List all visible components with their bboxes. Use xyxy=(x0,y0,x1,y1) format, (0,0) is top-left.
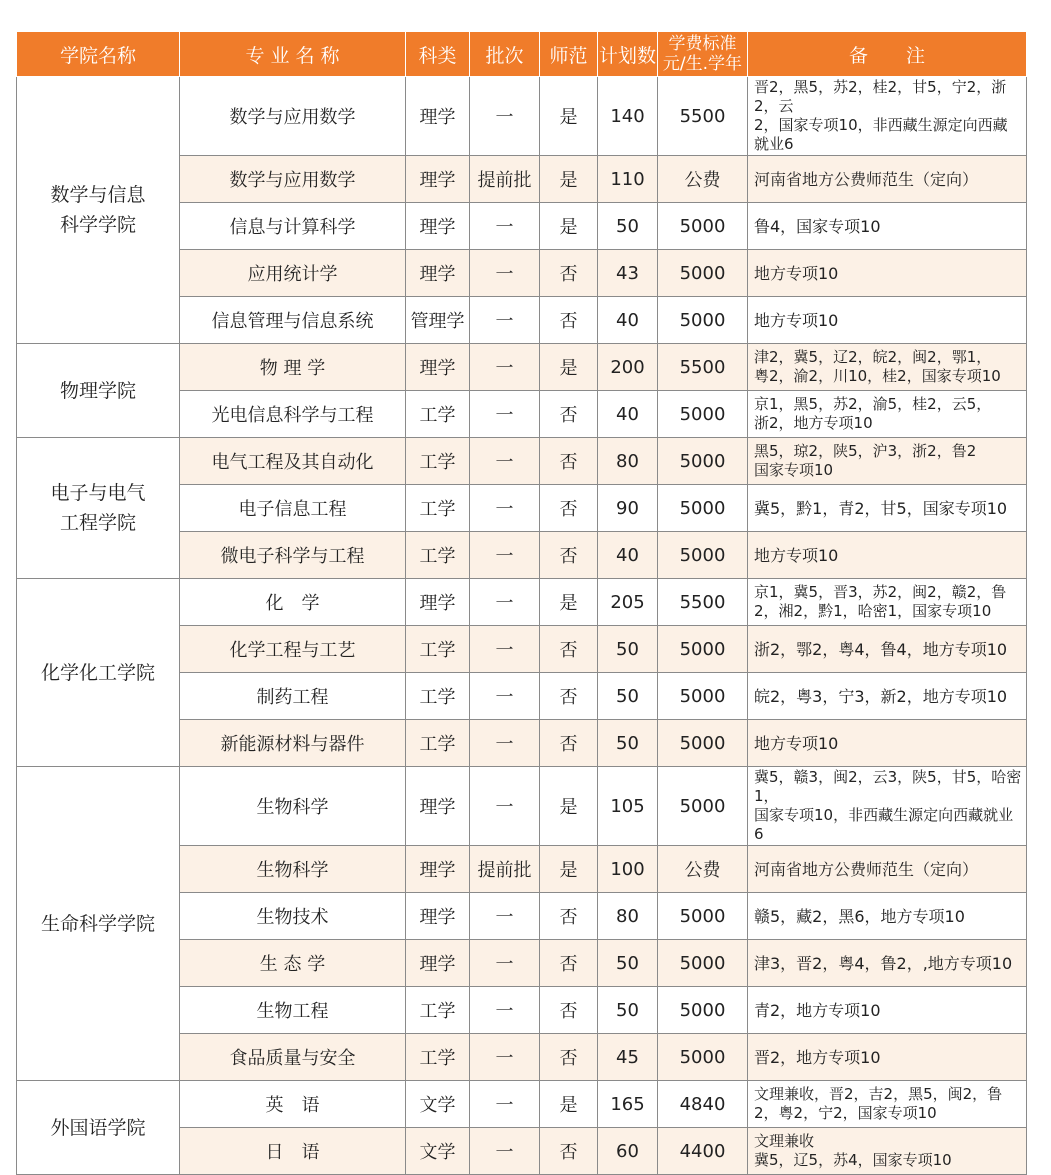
tuition-cell: 5000 xyxy=(658,532,748,579)
major-cell: 新能源材料与器件 xyxy=(180,720,406,767)
table-header xyxy=(17,32,1027,77)
college-name-cell: 化学化工学院 xyxy=(17,579,180,767)
table-body xyxy=(17,77,1027,1175)
notes-cell: 河南省地方公费师范生（定向） xyxy=(748,156,1027,203)
tuition-cell: 5000 xyxy=(658,438,748,485)
normal-cell: 否 xyxy=(540,391,598,438)
table-row xyxy=(17,344,1027,391)
category-cell: 工学 xyxy=(406,532,470,579)
tuition-cell: 4400 xyxy=(658,1128,748,1175)
batch-cell: 提前批 xyxy=(470,846,540,893)
header-plan: 计划数 xyxy=(598,32,658,77)
plan-cell: 50 xyxy=(598,626,658,673)
plan-cell: 50 xyxy=(598,203,658,250)
normal-cell: 否 xyxy=(540,250,598,297)
normal-cell: 否 xyxy=(540,940,598,987)
normal-cell: 是 xyxy=(540,767,598,846)
category-cell: 理学 xyxy=(406,344,470,391)
college-name-cell: 外国语学院 xyxy=(17,1081,180,1175)
major-cell: 数学与应用数学 xyxy=(180,156,406,203)
batch-cell: 一 xyxy=(470,438,540,485)
category-cell: 工学 xyxy=(406,391,470,438)
category-cell: 工学 xyxy=(406,1034,470,1081)
college-name-cell: 物理学院 xyxy=(17,344,180,438)
plan-cell: 40 xyxy=(598,297,658,344)
tuition-cell: 5000 xyxy=(658,987,748,1034)
major-cell: 数学与应用数学 xyxy=(180,77,406,156)
category-cell: 工学 xyxy=(406,673,470,720)
batch-cell: 一 xyxy=(470,626,540,673)
batch-cell: 一 xyxy=(470,1128,540,1175)
notes-cell: 京1，黑5，苏2，渝5，桂2，云5， 浙2，地方专项10 xyxy=(748,391,1027,438)
normal-cell: 否 xyxy=(540,893,598,940)
normal-cell: 是 xyxy=(540,203,598,250)
notes-cell: 黑5，琼2，陕5，沪3，浙2，鲁2 国家专项10 xyxy=(748,438,1027,485)
normal-cell: 是 xyxy=(540,1081,598,1128)
category-cell: 理学 xyxy=(406,579,470,626)
plan-cell: 50 xyxy=(598,673,658,720)
batch-cell: 一 xyxy=(470,893,540,940)
major-cell: 物 理 学 xyxy=(180,344,406,391)
tuition-cell: 5000 xyxy=(658,673,748,720)
plan-cell: 45 xyxy=(598,1034,658,1081)
batch-cell: 一 xyxy=(470,1034,540,1081)
category-cell: 理学 xyxy=(406,250,470,297)
plan-cell: 140 xyxy=(598,77,658,156)
major-cell: 化 学 xyxy=(180,579,406,626)
normal-cell: 否 xyxy=(540,720,598,767)
notes-cell: 地方专项10 xyxy=(748,532,1027,579)
category-cell: 文学 xyxy=(406,1081,470,1128)
batch-cell: 一 xyxy=(470,250,540,297)
header-notes: 备 注 xyxy=(748,32,1027,77)
notes-cell: 地方专项10 xyxy=(748,297,1027,344)
batch-cell: 一 xyxy=(470,532,540,579)
major-cell: 生 态 学 xyxy=(180,940,406,987)
tuition-cell: 5000 xyxy=(658,940,748,987)
batch-cell: 一 xyxy=(470,767,540,846)
batch-cell: 一 xyxy=(470,987,540,1034)
tuition-cell: 公费 xyxy=(658,156,748,203)
category-cell: 理学 xyxy=(406,203,470,250)
notes-cell: 地方专项10 xyxy=(748,250,1027,297)
tuition-cell: 5000 xyxy=(658,250,748,297)
normal-cell: 否 xyxy=(540,297,598,344)
college-name-cell: 数学与信息 科学学院 xyxy=(17,77,180,344)
table-row xyxy=(17,579,1027,626)
major-cell: 化学工程与工艺 xyxy=(180,626,406,673)
normal-cell: 否 xyxy=(540,987,598,1034)
category-cell: 理学 xyxy=(406,156,470,203)
category-cell: 文学 xyxy=(406,1128,470,1175)
category-cell: 理学 xyxy=(406,940,470,987)
category-cell: 工学 xyxy=(406,438,470,485)
batch-cell: 提前批 xyxy=(470,156,540,203)
normal-cell: 是 xyxy=(540,579,598,626)
tuition-cell: 5000 xyxy=(658,893,748,940)
category-cell: 理学 xyxy=(406,77,470,156)
tuition-cell: 5500 xyxy=(658,77,748,156)
major-cell: 应用统计学 xyxy=(180,250,406,297)
plan-cell: 60 xyxy=(598,1128,658,1175)
header-college: 学院名称 xyxy=(17,32,180,77)
batch-cell: 一 xyxy=(470,203,540,250)
plan-cell: 40 xyxy=(598,532,658,579)
notes-cell: 地方专项10 xyxy=(748,720,1027,767)
plan-cell: 200 xyxy=(598,344,658,391)
plan-cell: 105 xyxy=(598,767,658,846)
normal-cell: 否 xyxy=(540,532,598,579)
tuition-cell: 5000 xyxy=(658,391,748,438)
college-name-cell: 电子与电气 工程学院 xyxy=(17,438,180,579)
major-cell: 英 语 xyxy=(180,1081,406,1128)
category-cell: 理学 xyxy=(406,767,470,846)
notes-cell: 津3，晋2，粤4，鲁2，,地方专项10 xyxy=(748,940,1027,987)
tuition-cell: 5000 xyxy=(658,626,748,673)
normal-cell: 是 xyxy=(540,846,598,893)
plan-cell: 110 xyxy=(598,156,658,203)
table-row xyxy=(17,767,1027,846)
major-cell: 生物科学 xyxy=(180,767,406,846)
major-cell: 电气工程及其自动化 xyxy=(180,438,406,485)
plan-cell: 40 xyxy=(598,391,658,438)
plan-cell: 50 xyxy=(598,720,658,767)
batch-cell: 一 xyxy=(470,77,540,156)
tuition-cell: 5000 xyxy=(658,297,748,344)
major-cell: 光电信息科学与工程 xyxy=(180,391,406,438)
notes-cell: 冀5，赣3，闽2，云3，陕5，甘5，哈密1， 国家专项10，非西藏生源定向西藏就业6 xyxy=(748,767,1027,846)
category-cell: 工学 xyxy=(406,626,470,673)
header-category: 科类 xyxy=(406,32,470,77)
major-cell: 信息与计算科学 xyxy=(180,203,406,250)
normal-cell: 否 xyxy=(540,438,598,485)
notes-cell: 文理兼收 冀5，辽5，苏4，国家专项10 xyxy=(748,1128,1027,1175)
normal-cell: 是 xyxy=(540,77,598,156)
plan-cell: 165 xyxy=(598,1081,658,1128)
notes-cell: 晋2，黑5，苏2，桂2，甘5，宁2，浙2，云 2，国家专项10，非西藏生源定向西藏就业6 xyxy=(748,77,1027,156)
category-cell: 工学 xyxy=(406,485,470,532)
batch-cell: 一 xyxy=(470,673,540,720)
plan-cell: 100 xyxy=(598,846,658,893)
notes-cell: 赣5，藏2，黑6，地方专项10 xyxy=(748,893,1027,940)
batch-cell: 一 xyxy=(470,940,540,987)
notes-cell: 冀5，黔1，青2，甘5，国家专项10 xyxy=(748,485,1027,532)
header-batch: 批次 xyxy=(470,32,540,77)
category-cell: 工学 xyxy=(406,720,470,767)
major-cell: 生物工程 xyxy=(180,987,406,1034)
plan-cell: 80 xyxy=(598,438,658,485)
table-row xyxy=(17,77,1027,156)
major-cell: 微电子科学与工程 xyxy=(180,532,406,579)
header-normal: 师范 xyxy=(540,32,598,77)
batch-cell: 一 xyxy=(470,391,540,438)
notes-cell: 河南省地方公费师范生（定向） xyxy=(748,846,1027,893)
tuition-cell: 5000 xyxy=(658,720,748,767)
normal-cell: 否 xyxy=(540,673,598,720)
batch-cell: 一 xyxy=(470,485,540,532)
normal-cell: 否 xyxy=(540,626,598,673)
plan-cell: 50 xyxy=(598,987,658,1034)
category-cell: 理学 xyxy=(406,846,470,893)
notes-cell: 青2，地方专项10 xyxy=(748,987,1027,1034)
plan-cell: 50 xyxy=(598,940,658,987)
tuition-cell: 公费 xyxy=(658,846,748,893)
table-row xyxy=(17,438,1027,485)
tuition-cell: 5500 xyxy=(658,579,748,626)
table-row xyxy=(17,1081,1027,1128)
major-cell: 食品质量与安全 xyxy=(180,1034,406,1081)
batch-cell: 一 xyxy=(470,344,540,391)
notes-cell: 京1，冀5，晋3，苏2，闽2，赣2，鲁 2，湘2，黔1，哈密1，国家专项10 xyxy=(748,579,1027,626)
batch-cell: 一 xyxy=(470,1081,540,1128)
normal-cell: 是 xyxy=(540,156,598,203)
plan-cell: 205 xyxy=(598,579,658,626)
batch-cell: 一 xyxy=(470,720,540,767)
notes-cell: 津2，冀5，辽2，皖2，闽2，鄂1， 粤2，渝2，川10，桂2，国家专项10 xyxy=(748,344,1027,391)
notes-cell: 浙2，鄂2，粤4，鲁4，地方专项10 xyxy=(748,626,1027,673)
batch-cell: 一 xyxy=(470,579,540,626)
tuition-cell: 5000 xyxy=(658,203,748,250)
notes-cell: 晋2，地方专项10 xyxy=(748,1034,1027,1081)
tuition-cell: 5000 xyxy=(658,485,748,532)
notes-cell: 皖2，粤3，宁3，新2，地方专项10 xyxy=(748,673,1027,720)
tuition-cell: 5000 xyxy=(658,1034,748,1081)
normal-cell: 是 xyxy=(540,344,598,391)
plan-cell: 43 xyxy=(598,250,658,297)
major-cell: 生物技术 xyxy=(180,893,406,940)
category-cell: 管理学 xyxy=(406,297,470,344)
plan-cell: 90 xyxy=(598,485,658,532)
major-cell: 电子信息工程 xyxy=(180,485,406,532)
notes-cell: 鲁4，国家专项10 xyxy=(748,203,1027,250)
major-cell: 日 语 xyxy=(180,1128,406,1175)
major-cell: 信息管理与信息系统 xyxy=(180,297,406,344)
category-cell: 工学 xyxy=(406,987,470,1034)
normal-cell: 否 xyxy=(540,1128,598,1175)
tuition-cell: 5000 xyxy=(658,767,748,846)
notes-cell: 文理兼收，晋2，吉2，黑5，闽2，鲁 2，粤2，宁2，国家专项10 xyxy=(748,1081,1027,1128)
college-name-cell: 生命科学学院 xyxy=(17,767,180,1081)
normal-cell: 否 xyxy=(540,485,598,532)
header-major: 专 业 名 称 xyxy=(180,32,406,77)
header-tuition: 学费标准 元/生.学年 xyxy=(658,32,748,77)
tuition-cell: 4840 xyxy=(658,1081,748,1128)
enrollment-plan-table xyxy=(16,31,1027,1175)
major-cell: 生物科学 xyxy=(180,846,406,893)
category-cell: 理学 xyxy=(406,893,470,940)
major-cell: 制药工程 xyxy=(180,673,406,720)
plan-cell: 80 xyxy=(598,893,658,940)
tuition-cell: 5500 xyxy=(658,344,748,391)
normal-cell: 否 xyxy=(540,1034,598,1081)
batch-cell: 一 xyxy=(470,297,540,344)
